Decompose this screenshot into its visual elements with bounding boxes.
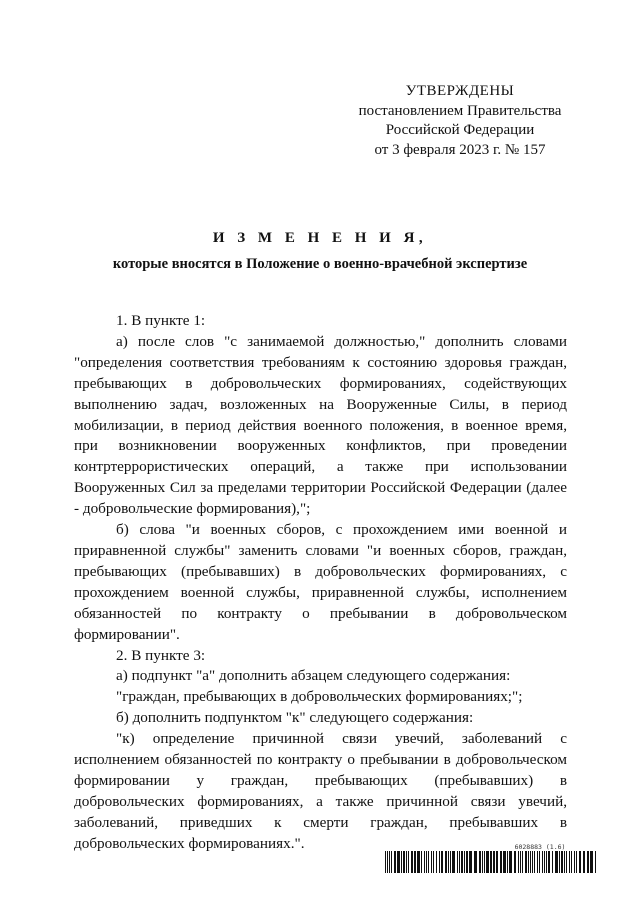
paragraph-7: б) дополнить подпунктом "к" следующего содержания:	[116, 709, 474, 727]
approval-line-2: Российской Федерации	[385, 122, 535, 138]
paragraph-8: "к) определение причинной связи увечий, заболеваний с исполнением обязанностей по контракту о пребывании в добровольческом формировании у граждан, пребывающих (пребывавших) в добровольческих формированиях, а также причинной связи увечий, заболеваний, приведших к смерти граждан, пребывавших в добровольческих формированиях.".	[74, 730, 567, 852]
paragraph-2: а) после слов "с занимаемой должностью," дополнить словами "определения соответствия требованиям к состоянию здоровья граждан, пребывающих в добровольческих формированиях, содействующих выполнению задач, возложенных на Вооруженные Силы, в период мобилизации, в период действия военного положения, в военное время, при возникновении вооруженных конфликтов, при проведении контртеррористических операций, а также при использовании Вооруженных Сил за пределами территории Российской Федерации (далее - добровольческие формирования),";	[74, 332, 567, 518]
paragraph-4: 2. В пункте 3:	[116, 646, 206, 664]
barcode-icon	[385, 851, 597, 873]
paragraph-5: а) подпункт "а" дополнить абзацем следующего содержания:	[116, 667, 511, 685]
approval-line-1: постановлением Правительства	[358, 102, 562, 119]
paragraph-6: "граждан, пребывающих в добровольческих формированиях;";	[116, 688, 523, 706]
document-subtitle: которые вносятся в Положение о военно-врачебной экспертизе	[112, 256, 528, 272]
approval-title: УТВЕРЖДЕНЫ	[405, 83, 515, 99]
approval-line-3: от 3 февраля 2023 г. № 157	[374, 141, 546, 158]
document-title: И З М Е Н Е Н И Я,	[212, 230, 428, 246]
paragraph-1: 1. В пункте 1:	[116, 312, 206, 329]
document-body	[74, 311, 567, 855]
paragraph-3: б) слова "и военных сборов, с прохождением ими военной и приравненной службы" заменить словами "и военных сборов, граждан, пребывающих (пребывавших) в добровольческих формированиях, с прохождением военной службы, приравненной службы, исполнением обязанностей по контракту о пребывании в добровольческом формировании".	[74, 521, 567, 643]
document-code: 6028883 (1.6)	[514, 843, 566, 851]
approval-block	[330, 82, 590, 160]
